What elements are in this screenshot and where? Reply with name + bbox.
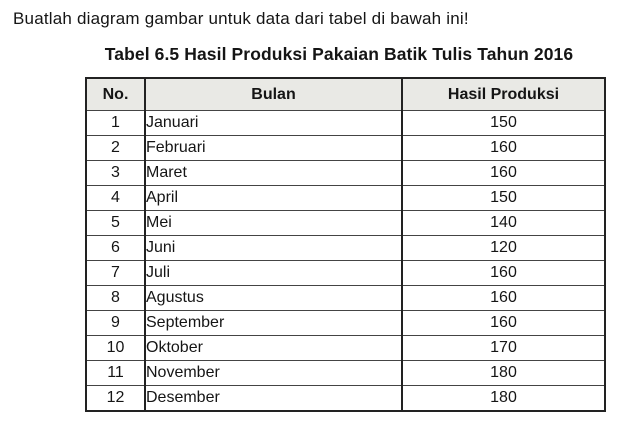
table-row [86, 186, 605, 211]
production-table [85, 77, 606, 412]
cell-no: 2 [86, 136, 145, 161]
table-row [86, 336, 605, 361]
cell-bulan: Desember [145, 386, 402, 412]
cell-bulan: April [145, 186, 402, 211]
cell-no: 10 [86, 336, 145, 361]
cell-hasil: 150 [402, 111, 605, 136]
cell-bulan: September [145, 311, 402, 336]
header-cell-hasil: Hasil Produksi [402, 78, 605, 111]
table-row [86, 386, 605, 412]
cell-bulan: Juni [145, 236, 402, 261]
table-row [86, 211, 605, 236]
cell-bulan: Agustus [145, 286, 402, 311]
cell-no: 1 [86, 111, 145, 136]
cell-hasil: 160 [402, 286, 605, 311]
table-row [86, 161, 605, 186]
cell-no: 3 [86, 161, 145, 186]
cell-no: 6 [86, 236, 145, 261]
cell-no: 8 [86, 286, 145, 311]
cell-hasil: 180 [402, 386, 605, 412]
cell-bulan: November [145, 361, 402, 386]
cell-hasil: 160 [402, 311, 605, 336]
cell-no: 4 [86, 186, 145, 211]
header-cell-bulan: Bulan [145, 78, 402, 111]
cell-bulan: Mei [145, 211, 402, 236]
cell-no: 11 [86, 361, 145, 386]
table-row [86, 111, 605, 136]
cell-bulan: Juli [145, 261, 402, 286]
table-row [86, 311, 605, 336]
cell-bulan: Maret [145, 161, 402, 186]
cell-bulan: Februari [145, 136, 402, 161]
cell-bulan: Oktober [145, 336, 402, 361]
cell-hasil: 180 [402, 361, 605, 386]
table-title: Tabel 6.5 Hasil Produksi Pakaian Batik Tulis Tahun 2016 [104, 44, 574, 64]
cell-no: 12 [86, 386, 145, 412]
instruction-text: Buatlah diagram gambar untuk data dari tabel di bawah ini! [13, 9, 469, 28]
cell-hasil: 150 [402, 186, 605, 211]
table-row [86, 236, 605, 261]
table-row [86, 286, 605, 311]
cell-hasil: 160 [402, 161, 605, 186]
cell-no: 9 [86, 311, 145, 336]
table-row [86, 136, 605, 161]
cell-hasil: 160 [402, 136, 605, 161]
table-row [86, 261, 605, 286]
cell-hasil: 120 [402, 236, 605, 261]
cell-hasil: 170 [402, 336, 605, 361]
cell-no: 5 [86, 211, 145, 236]
header-cell-no: No. [86, 78, 145, 111]
table-header-row [86, 78, 605, 111]
cell-bulan: Januari [145, 111, 402, 136]
cell-hasil: 140 [402, 211, 605, 236]
table-row [86, 361, 605, 386]
cell-hasil: 160 [402, 261, 605, 286]
cell-no: 7 [86, 261, 145, 286]
